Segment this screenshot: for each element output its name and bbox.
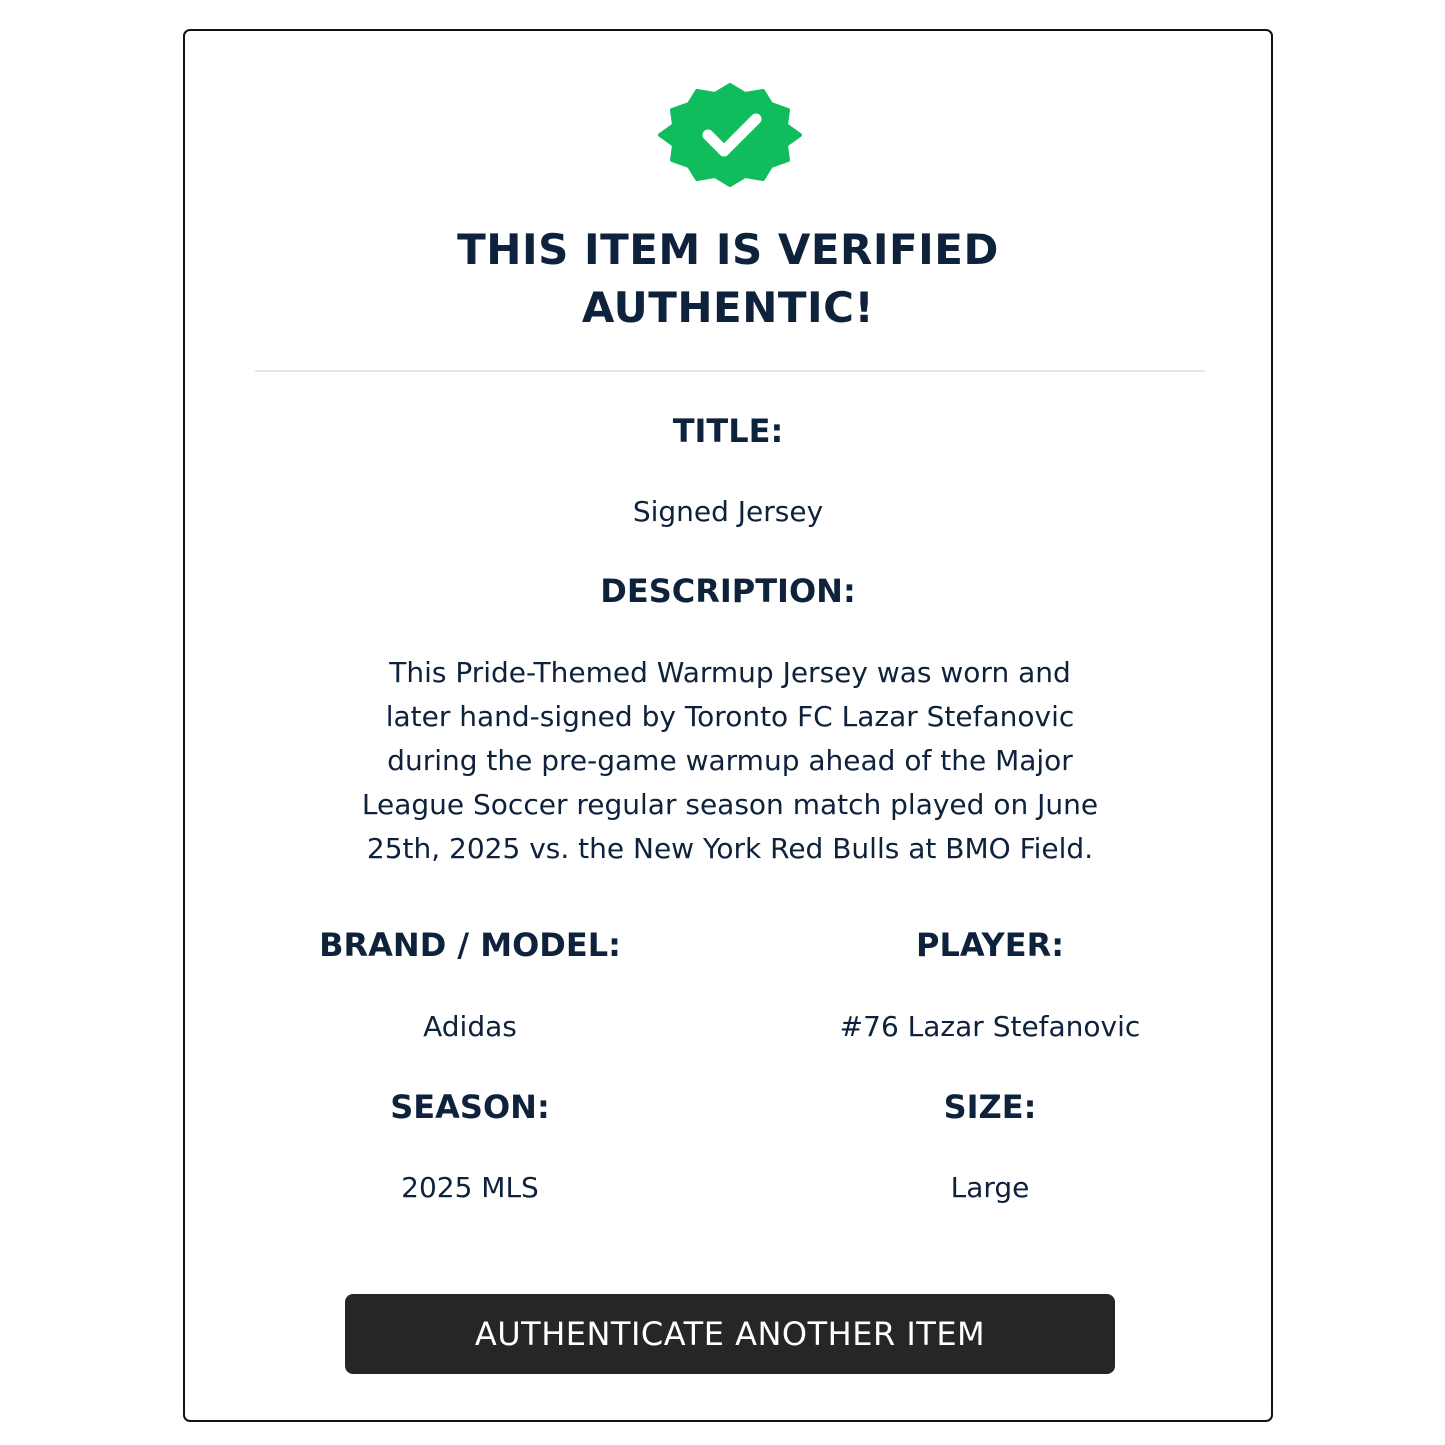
player-value: #76 Lazar Stefanovic xyxy=(839,1010,1141,1043)
authenticate-another-item-button[interactable]: AUTHENTICATE ANOTHER ITEM xyxy=(345,1294,1115,1374)
title-label: TITLE: xyxy=(672,412,784,450)
season-label: SEASON: xyxy=(390,1088,550,1126)
page-title xyxy=(185,221,1271,337)
title-value: Signed Jersey xyxy=(632,495,824,528)
verified-check-badge-icon xyxy=(658,83,802,187)
player-label: PLAYER: xyxy=(915,926,1064,964)
description-label: DESCRIPTION: xyxy=(600,572,856,610)
brand-model-value: Adidas xyxy=(423,1010,517,1043)
brand-model-label: BRAND / MODEL: xyxy=(319,926,621,964)
title-line-2: AUTHENTIC! xyxy=(581,283,875,332)
description-line: during the pre-game warmup ahead of the Major xyxy=(387,744,1073,777)
size-label: SIZE: xyxy=(943,1088,1037,1126)
description-line: This Pride-Themed Warmup Jersey was worn and xyxy=(389,656,1071,689)
season-value: 2025 MLS xyxy=(401,1171,539,1204)
divider xyxy=(255,370,1205,372)
verification-card xyxy=(183,29,1273,1422)
description-line: later hand-signed by Toronto FC Lazar Stefanovic xyxy=(385,700,1075,733)
description-line: 25th, 2025 vs. the New York Red Bulls at BMO Field. xyxy=(366,832,1094,865)
description-line: League Soccer regular season match played on June xyxy=(361,788,1099,821)
size-value: Large xyxy=(950,1171,1030,1204)
description-text xyxy=(245,651,1215,871)
title-line-1: THIS ITEM IS VERIFIED xyxy=(457,225,999,274)
